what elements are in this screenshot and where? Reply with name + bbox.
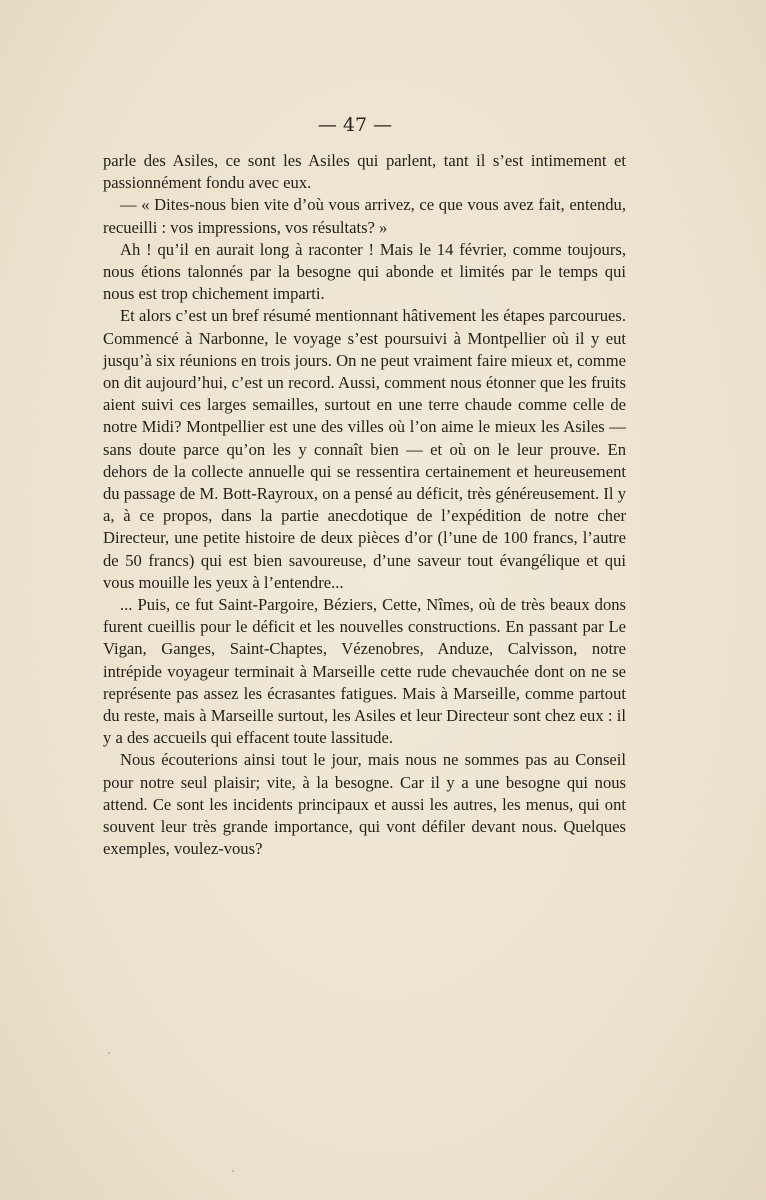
- paragraph-4: Et alors c’est un bref résumé mentionnant hâtivement les étapes parcourues. Commencé à Narbonne, le voyage s’est poursuivi à Montpellier où il y eut jusqu’à six réunions en trois jours. On ne peut vraiment faire mieux et, comme on dit aujourd’hui, c’est un record. Aussi, comment nous étonner que les fruits aient suivi ces larges semailles, surtout en une terre chaude comme celle de notre Midi? Montpellier est une des villes où l’on aime le mieux les Asiles — sans doute parce qu’on les y connaît bien — et où on le leur prouve. En dehors de la collecte annuelle qui se ressentira certainement et heureusement du passage de M. Bott-Rayroux, on a pensé au déficit, très généreusement. Il y a, à ce propos, dans la partie anecdotique de l’expédition de notre cher Directeur, une petite histoire de deux pièces d’or (l’une de 100 francs, l’autre de 50 francs) qui est bien savoureuse, d’une saveur tout évangélique et qui vous mouille les yeux à l’entendre...: [103, 306, 626, 592]
- paragraph-1: parle des Asiles, ce sont les Asiles qui parlent, tant il s’est intimement et passionnément fondu avec eux.: [103, 151, 626, 193]
- page-number: — 47 —: [317, 114, 393, 136]
- paragraph-5: ... Puis, ce fut Saint-Pargoire, Béziers, Cette, Nîmes, où de très beaux dons furent cueillis pour le déficit et les nouvelles constructions. En passant par Le Vigan, Ganges, Saint-Chaptes, Vézenobres, Anduze, Calvisson, notre intrépide voyageur terminait à Marseille cette rude chevauchée dont on ne se représente pas assez les écrasantes fatigues. Mais à Marseille, comme partout du reste, mais à Marseille surtout, les Asiles et leur Directeur sont chez eux : il y a des accueils qui effacent toute lassitude.: [103, 595, 626, 748]
- paragraph-2: — « Dites-nous bien vite d’où vous arrivez, ce que vous avez fait, entendu, recueilli : vos impressions, vos résultats? »: [103, 195, 626, 237]
- body-text: [103, 150, 626, 861]
- paragraph-6: Nous écouterions ainsi tout le jour, mais nous ne sommes pas au Conseil pour notre seul plaisir; vite, à la besogne. Car il y a une besogne qui nous attend. Ce sont les incidents principaux et aussi les autres, les menus, qui ont souvent leur très grande importance, qui vont défiler devant nous. Quelques exemples, voulez-vous?: [103, 750, 626, 859]
- paper-speck: [232, 1170, 234, 1172]
- paper-speck: [108, 1052, 110, 1054]
- paragraph-3: Ah ! qu’il en aurait long à raconter ! Mais le 14 février, comme toujours, nous étions talonnés par la besogne qui abonde et limités par le temps qui nous est trop chichement imparti.: [103, 239, 626, 304]
